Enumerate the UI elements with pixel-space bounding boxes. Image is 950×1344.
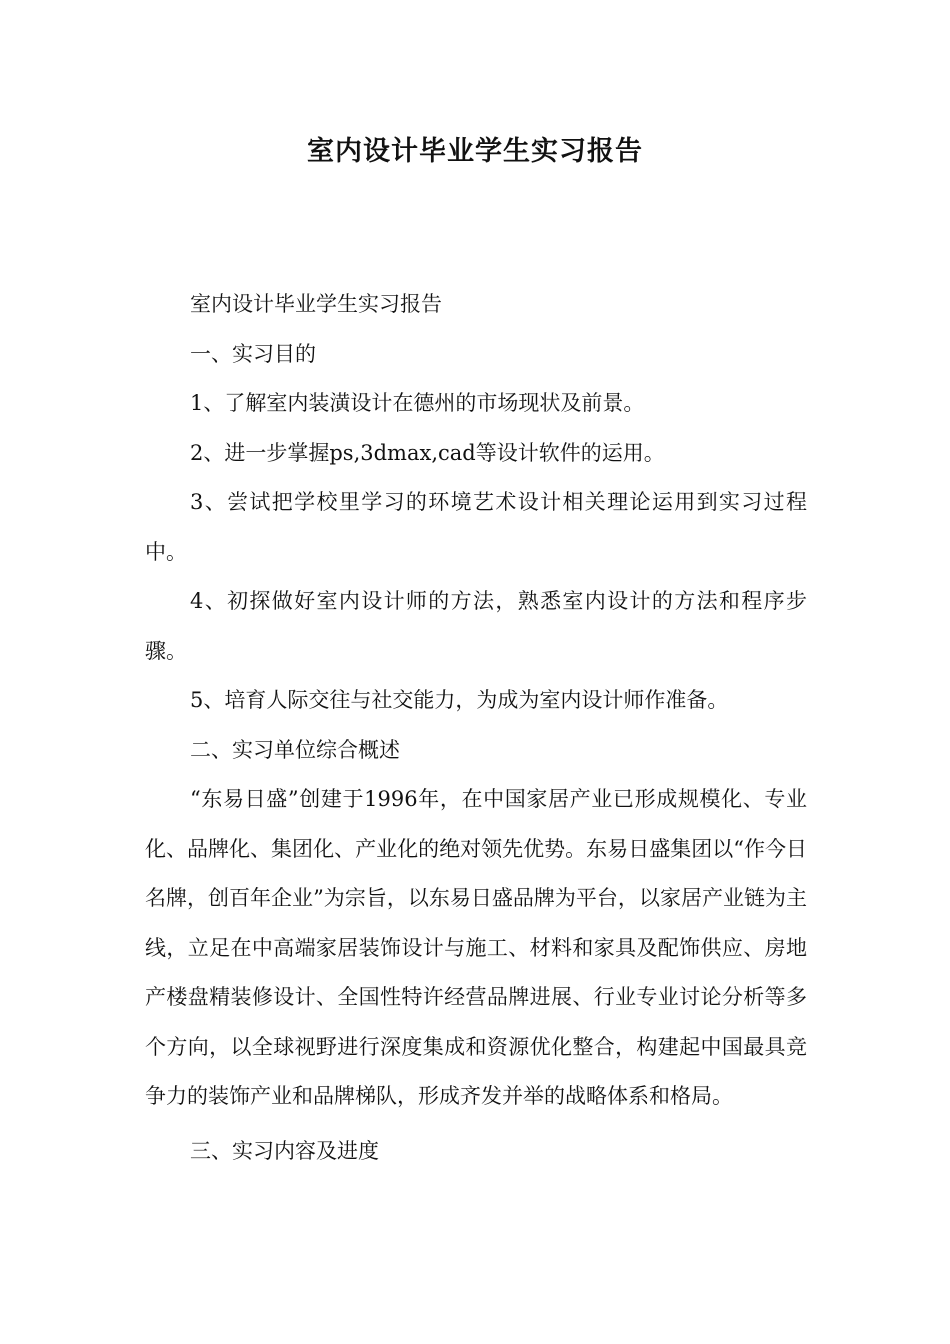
section-heading-purpose: 一、实习目的 (190, 341, 316, 366)
purpose-item-2: 2、进一步掌握ps,3dmax,cad等设计软件的运用。 (190, 440, 665, 465)
document-title: 室内设计毕业学生实习报告 (307, 136, 643, 167)
document-body (145, 280, 807, 1176)
section-heading-company: 二、实习单位综合概述 (190, 737, 400, 762)
company-overview-paragraph: “东易日盛”创建于1996年，在中国家居产业已形成规模化、专业化、品牌化、集团化、产业化的绝对领先优势。东易日盛集团以“作今日名牌，创百年企业”为宗旨，以东易日盛品牌为平台，以家居产业链为主线，立足在中高端家居装饰设计与施工、材料和家具及配饰供应、房地产楼盘精装修设计、全国性特许经营品牌进展、行业专业讨论分析等多个方向，以全球视野进行深度集成和资源优化整合，构建起中国最具竞争力的装饰产业和品牌梯队，形成齐发并举的战略体系和格局。 (145, 787, 807, 1108)
purpose-item-3: 3、尝试把学校里学习的环境艺术设计相关理论运用到实习过程中。 (145, 490, 807, 564)
purpose-item-4: 4、初探做好室内设计师的方法，熟悉室内设计的方法和程序步骤。 (145, 589, 807, 663)
purpose-item-1: 1、了解室内装潢设计在德州的市场现状及前景。 (190, 391, 645, 415)
purpose-item-5: 5、培育人际交往与社交能力，为成为室内设计师作准备。 (190, 688, 729, 712)
body-paragraph-heading: 室内设计毕业学生实习报告 (190, 292, 442, 316)
section-heading-content: 三、实习内容及进度 (190, 1138, 379, 1163)
